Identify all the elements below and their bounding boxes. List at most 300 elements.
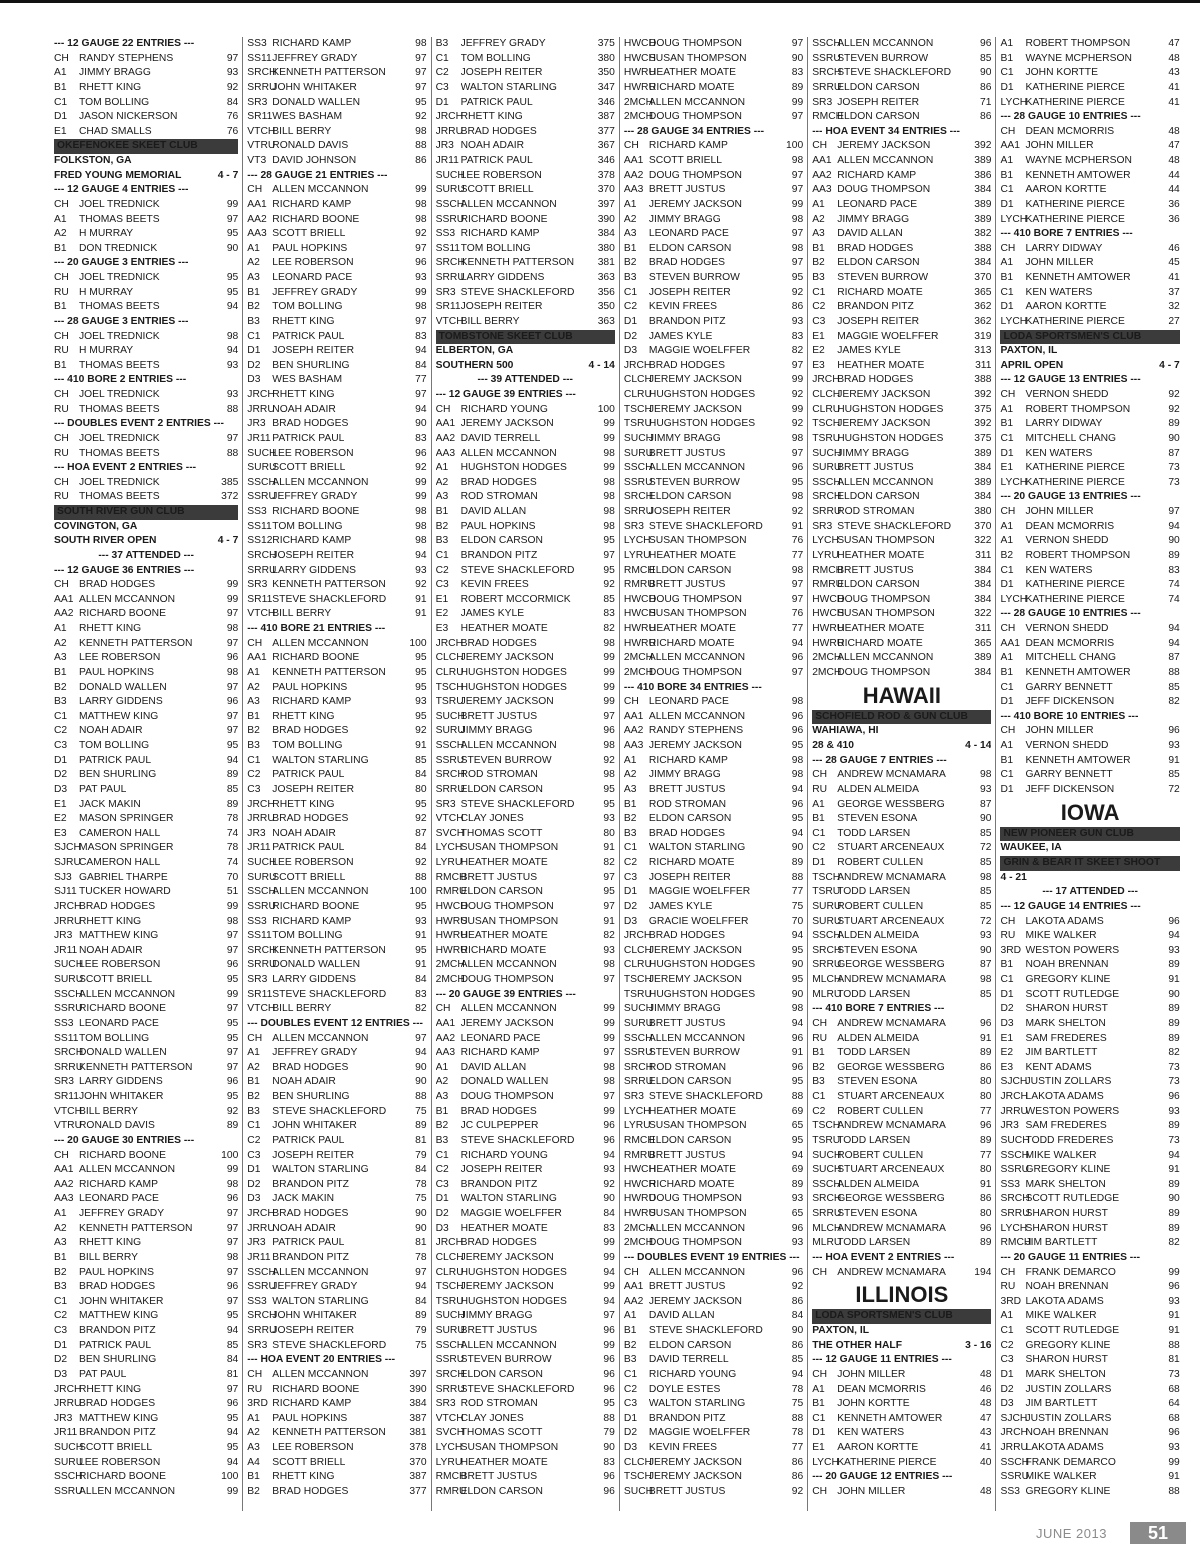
result-row [54,300,238,315]
shooter-name: STEVE SHACKLEFORD [648,1091,763,1102]
class-code: SRRU [812,959,842,971]
score: 370 [974,520,992,532]
shooter-name: JEREMY JACKSON [460,1017,554,1029]
shooter-name: BRANDON PITZ [460,549,538,561]
score: 36 [1168,213,1180,225]
score: 93 [415,915,427,927]
class-code: B1 [54,301,67,313]
class-code: D2 [435,1208,449,1219]
score: 95 [791,944,804,956]
result-row [436,1046,615,1061]
event-header: --- 12 GAUGE 22 ENTRIES --- [54,38,195,49]
class-code: B2 [812,1061,825,1073]
class-code: C3 [812,315,826,327]
score: 99 [226,900,239,912]
score: 99 [603,1251,615,1263]
score: 97 [791,666,804,678]
class-code: B1 [623,242,637,254]
result-row [1000,915,1179,930]
result-row [624,1426,803,1441]
score: 384 [974,462,992,474]
result-row [54,1046,238,1061]
shooter-name: TOM BOLLING [79,1032,150,1044]
shooter-name: HEATHER MOATE [460,1222,548,1234]
result-row [247,1222,426,1237]
score: 99 [603,432,615,444]
result-row [54,1002,238,1017]
result-row [247,871,426,886]
score: 95 [603,564,615,576]
class-code: CLCH [812,389,841,400]
class-code: A3 [435,491,449,503]
class-code: C2 [54,1310,68,1322]
shooter-name: RHETT KING [79,623,142,634]
score: 88 [415,1091,427,1102]
shooter-name: BRETT JUSTUS [460,1325,538,1336]
result-row [812,227,991,242]
shooter-name: ANDREW MCNAMARA [837,1266,946,1278]
result-row [54,812,238,827]
result-row [812,915,991,930]
class-code: RMRU [435,886,467,898]
class-code: RMCH [812,564,844,576]
shooter-name: ELDON CARSON [837,579,920,591]
result-row [436,1426,615,1441]
class-code: RU [54,491,69,503]
class-code: AA1 [1000,140,1020,152]
class-code: SSRU [247,1281,276,1293]
score: 96 [415,257,427,269]
results-column-5 [807,37,995,1511]
result-row [247,315,426,330]
shooter-name: JIMMY BRAGG [837,213,910,225]
score: 94 [603,1266,615,1278]
club-name: TOMBSTONE SKEET CLUB [436,330,615,345]
class-code: LYCH [435,842,463,854]
score: 90 [791,842,804,854]
class-code: E3 [435,623,449,634]
score: 88 [415,871,427,883]
score: 365 [974,286,992,298]
result-row [247,710,426,725]
shooter-name: TODD FREDERES [1025,1134,1114,1146]
class-code: SSCH [435,1339,465,1351]
class-code: TSCH [435,1281,464,1293]
shooter-name: GREGORY KLINE [1025,1339,1111,1351]
shooter-name: JEREMY JACKSON [460,1251,554,1263]
score: 97 [791,593,804,605]
score: 85 [226,783,239,795]
event-header: --- 410 BORE 7 ENTRIES --- [812,1003,945,1015]
score: 380 [597,52,615,64]
shooter-name: JEREMY JACKSON [648,740,742,751]
result-row [624,1075,803,1090]
class-code: CLCH [623,374,652,386]
club-location: PAXTON, IL [1000,345,1058,357]
shooter-name: ANDREW MCNAMARA [837,871,946,883]
shooter-name: JEREMY JACKSON [648,974,742,985]
shooter-name: NOAH BRENNAN [1025,959,1109,971]
result-row [1000,534,1179,549]
score: 85 [226,1339,239,1351]
result-row [1000,1032,1179,1047]
score: 78 [226,842,239,854]
shooter-name: SHARON HURST [1025,1003,1108,1015]
class-code: SR3 [435,798,456,810]
score: 85 [415,754,427,766]
class-code: 2MCH [435,974,465,985]
shooter-name: TOM BOLLING [272,740,343,751]
class-code: CH [812,769,828,781]
score: 82 [1168,1237,1180,1249]
shooter-name: ELDON CARSON [460,535,543,547]
class-code: CH [54,272,69,283]
result-row [812,1163,991,1178]
result-row [1000,681,1179,696]
shooter-name: JEREMY JACKSON [837,389,931,400]
shooter-name: ALDEN ALMEIDA [837,783,920,795]
shooter-name: HUGHSTON HODGES [648,418,756,430]
shooter-name: PATRICK PAUL [79,754,152,766]
result-row [54,1426,238,1441]
result-row [624,622,803,637]
result-row [1000,958,1179,973]
result-row [54,988,238,1003]
score: 98 [791,1003,804,1015]
result-row [436,461,615,476]
result-row [812,827,991,842]
result-row [812,1134,991,1149]
class-code: SSRU [1000,1471,1030,1483]
shooter-name: BEN SHURLING [272,1091,350,1102]
class-code: SURU [435,1325,465,1336]
score: 99 [791,198,804,210]
result-row [624,66,803,81]
shooter-name: JEFFREY GRADY [460,38,546,49]
class-code: RMRU [435,1485,467,1497]
score: 98 [791,564,804,576]
score: 97 [415,315,427,327]
shooter-name: LEONARD PACE [79,1193,159,1205]
class-code: SR11 [247,111,273,123]
score: 99 [415,491,427,503]
shooter-name: MATTHEW KING [79,1412,159,1424]
score: 370 [409,1456,427,1468]
result-row [436,490,615,505]
shooter-name: RICHARD MOATE [837,637,923,649]
score: 375 [974,403,992,415]
result-row [247,958,426,973]
event-header: --- 20 GAUGE 11 ENTRIES --- [1000,1251,1141,1263]
class-code: SRRU [435,272,465,283]
shooter-name: LEONARD PACE [79,1017,159,1029]
result-row [54,213,238,228]
shooter-name: BRETT JUSTUS [648,1017,726,1029]
result-row [247,1324,426,1339]
class-code: A2 [623,213,637,225]
score: 95 [415,900,427,912]
result-row [624,1119,803,1134]
result-row [54,476,238,491]
class-code: AA1 [435,418,456,430]
shooter-name: RICHARD BOONE [272,213,360,225]
score: 97 [791,169,804,181]
class-code: CH [812,140,828,152]
score: 89 [226,798,239,810]
result-row [247,1412,426,1427]
score: 380 [974,506,992,517]
shooter-name: MIKE WALKER [1025,1149,1097,1161]
shooter-name: JEREMY JACKSON [460,652,554,664]
score: 83 [415,988,427,1000]
result-row [436,1251,615,1266]
class-code: SJCH [1000,1076,1028,1088]
result-row [1000,242,1179,257]
result-row [624,1163,803,1178]
score: 387 [597,111,615,123]
class-code: A1 [1000,403,1014,415]
score: 95 [791,813,804,825]
event-header: --- 28 GAUGE 3 ENTRIES --- [54,315,189,327]
result-row [436,315,615,330]
shooter-name: ALLEN MCCANNON [648,462,746,474]
shooter-name: TOM BOLLING [272,930,343,942]
shooter-name: NOAH ADAIR [272,827,336,839]
shooter-name: RICHARD BOONE [460,213,548,225]
class-code: RMCH [435,871,467,883]
result-row [436,622,615,637]
shooter-name: RHETT KING [272,710,335,722]
shooter-name: ANDREW MCNAMARA [837,1222,946,1234]
shooter-name: BRETT JUSTUS [648,447,726,459]
shooter-name: KENNETH AMTOWER [837,1412,943,1424]
result-row [54,286,238,301]
score: 98 [226,1251,239,1263]
result-row [624,213,803,228]
shooter-name: BRAD HODGES [79,1398,156,1410]
result-row [247,988,426,1003]
result-row [436,578,615,593]
class-code: D1 [623,315,638,327]
event-header: --- 410 BORE 2 ENTRIES --- [54,374,187,386]
class-code: C1 [623,842,638,854]
score: 85 [1168,681,1180,693]
score: 82 [791,345,804,357]
club-name: LODA SPORTSMEN'S CLUB [1000,330,1179,345]
class-code: D1 [1000,447,1014,459]
class-code: JR3 [247,418,266,430]
result-row [436,1383,615,1398]
result-row [1000,754,1179,769]
class-code: JR3 [247,827,266,839]
class-code: SRRU [1000,1208,1030,1219]
shooter-name: STEVEN ESONA [837,944,918,956]
result-row [624,827,803,842]
class-code: HWRU [812,623,845,634]
result-row [812,1426,991,1441]
result-row [812,900,991,915]
class-code: E1 [54,125,67,137]
class-code: AA2 [623,169,644,181]
result-row [247,388,426,403]
class-code: CH [812,1368,828,1380]
result-row [1000,695,1179,710]
score: 89 [1168,418,1180,430]
shooter-name: BRAD HODGES [648,827,725,839]
class-code: SRCH [623,1061,654,1073]
result-row [247,1426,426,1441]
result-row [436,520,615,535]
class-code: HWRU [623,81,656,93]
result-row [247,154,426,169]
score: 95 [791,476,804,488]
result-row [1000,578,1179,593]
shooter-name: ALLEN MCCANNON [460,740,557,751]
result-row [247,783,426,798]
event-header: --- 410 BORE 10 ENTRIES --- [1000,710,1139,722]
shooter-name: TOM BOLLING [272,520,343,532]
score: 86 [791,1471,804,1483]
shooter-name: ELDON CARSON [648,242,732,254]
score: 97 [791,184,804,196]
shooter-name: SCOTT BRIELL [648,155,722,166]
top-rule [0,0,1200,3]
shooter-name: BILL BERRY [272,125,332,137]
result-row [247,915,426,930]
score: 74 [226,827,239,839]
score: 96 [226,1193,239,1205]
class-code: E3 [1000,1061,1014,1073]
score: 43 [980,1427,992,1439]
class-code: HWCH [623,1164,656,1176]
class-code: C1 [1000,769,1014,781]
result-row [1000,183,1179,198]
score: 96 [603,1354,615,1366]
shooter-name: KENNETH PATTERSON [272,944,386,956]
shooter-name: STEVE SHACKLEFORD [272,1105,387,1117]
result-row [812,490,991,505]
shooter-name: KENNETH AMTOWER [1025,754,1131,766]
class-code: TSRU [623,418,652,430]
result-row [247,564,426,579]
page-number: 51 [1130,1522,1186,1544]
class-code: 2MCH [623,1237,654,1249]
shooter-name: RICHARD KAMP [272,38,352,49]
shooter-name: HUGHSTON HODGES [460,1295,567,1307]
score: 97 [226,930,239,942]
shooter-name: STEVE SHACKLEFORD [272,593,387,605]
score: 84 [415,1295,427,1307]
score: 95 [791,1076,804,1088]
result-row [624,81,803,96]
class-code: D1 [247,1164,261,1176]
score: 90 [980,67,992,79]
result-row [54,447,238,462]
shooter-name: LEE ROBERSON [79,1456,161,1468]
result-row [54,330,238,345]
class-code: SRCH [247,549,277,561]
result-row [436,958,615,973]
shooter-name: JOHN MILLER [837,1485,906,1497]
result-row [436,1002,615,1017]
result-row [812,242,991,257]
class-code: JRCH [247,798,275,810]
score: 96 [791,1222,804,1234]
class-code: RU [812,783,828,795]
result-row [436,856,615,871]
class-code: JRRU [1000,1442,1028,1453]
class-code: B1 [1000,418,1014,430]
score: 93 [603,813,615,825]
result-row [247,973,426,988]
result-row [812,330,991,345]
shooter-name: JASON NICKERSON [79,111,178,123]
score: 96 [1168,1427,1180,1439]
score: 98 [226,623,239,634]
shooter-name: THOMAS BEETS [79,403,160,415]
shoot-title [1000,871,1179,886]
shooter-name: ALLEN MCCANNON [272,476,369,488]
result-row [436,1017,615,1032]
shooter-name: TODD LARSEN [837,886,911,898]
score: 93 [415,564,427,576]
class-code: HWRU [435,930,468,942]
score: 73 [1168,462,1180,474]
result-row [812,373,991,388]
result-row [812,388,991,403]
shooter-name: RICHARD MOATE [460,944,547,956]
score: 74 [1168,593,1180,605]
class-code: SSRU [435,1354,465,1366]
score: 92 [226,1105,239,1117]
shooter-name: STEVEN BURROW [648,272,740,283]
score: 97 [603,1047,615,1059]
result-row [247,1105,426,1120]
event-header: --- 410 BORE 7 ENTRIES --- [1000,228,1133,240]
shoot-name: THE OTHER HALF [812,1339,902,1351]
result-row [624,1061,803,1076]
class-code: D3 [623,1442,638,1453]
club-location: WAHIAWA, HI [812,725,879,737]
result-row [624,242,803,257]
shooter-name: BRAD HODGES [460,1237,537,1249]
result-row [624,637,803,652]
shooter-name: RHETT KING [79,915,142,927]
result-row [436,1368,615,1383]
shooter-name: ALLEN MCCANNON [79,1485,176,1497]
score: 92 [415,857,427,868]
result-row [1000,271,1179,286]
shooter-name: BRAD HODGES [837,374,914,386]
shooter-name: ROD STROMAN [460,769,538,781]
class-code: SSRU [435,754,465,766]
class-code: D1 [1000,301,1014,313]
result-row [247,768,426,783]
score: 389 [974,213,992,225]
class-code: D3 [1000,1017,1014,1029]
result-row [247,1236,426,1251]
shooter-name: DOUG THOMPSON [648,1193,742,1205]
result-row [54,110,238,125]
shoot-name: SOUTHERN 500 [435,359,514,371]
shooter-name: ELDON CARSON [648,491,732,503]
result-row [1000,1192,1179,1207]
shooter-name: ALLEN MCCANNON [460,959,557,971]
class-code: VTCH [435,315,464,327]
shooter-name: ALLEN MCCANNON [837,476,934,488]
score: 95 [226,1017,239,1029]
result-row [247,125,426,140]
